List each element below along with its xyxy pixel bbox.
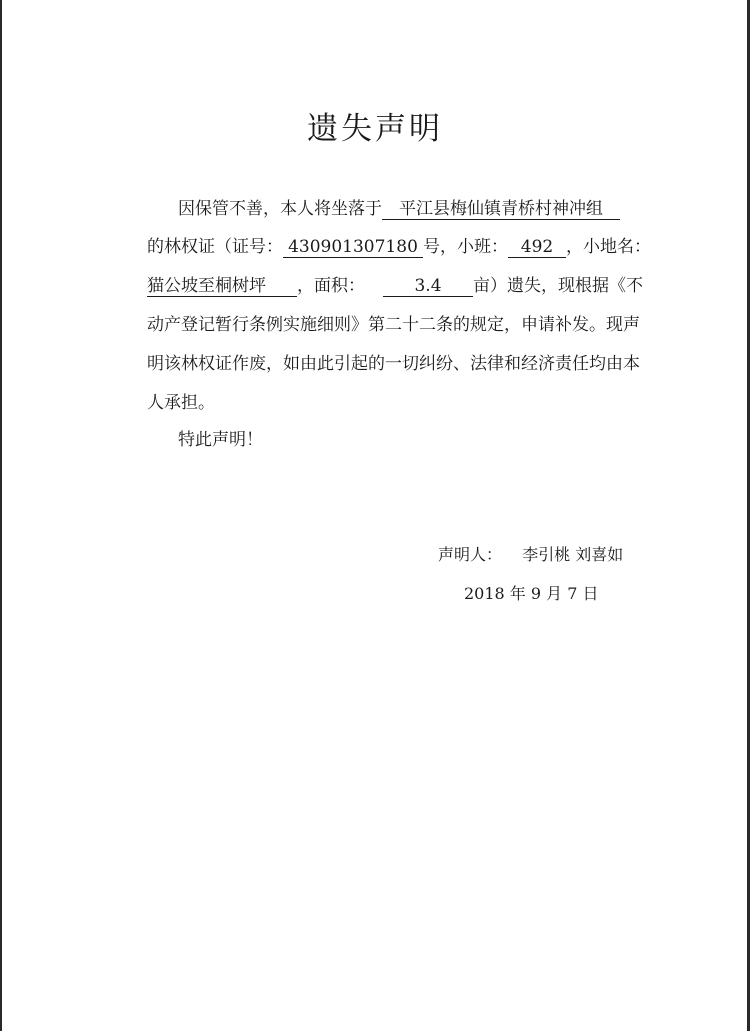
statement-line-2 [147, 236, 651, 258]
line3-suffix: 亩）遗失，现根据《不 [473, 276, 643, 296]
sub-block-field: 492 [508, 237, 566, 258]
declarant-names: 李引桃 刘喜如 [522, 545, 624, 564]
document-title: 遗失声明 [307, 111, 443, 147]
statement-line-5: 明该林权证作废，如由此引起的一切纠纷、法律和经济责任均由本 [147, 354, 640, 374]
place-name-field: 猫公坡至桐树坪 [147, 276, 297, 297]
line3-mid: ，面积： [297, 276, 365, 296]
declaration-date: 2018 年 9 月 7 日 [464, 584, 599, 603]
closing-statement: 特此声明！ [178, 430, 263, 450]
line2-mid: 号，小班： [423, 237, 508, 257]
declarant-block [438, 542, 623, 565]
line2-prefix: 的林权证（证号： [147, 237, 283, 257]
statement-line-4: 动产登记暂行条例实施细则》第二十二条的规定，申请补发。现声 [147, 315, 640, 335]
statement-line-1 [178, 198, 620, 220]
area-field: 3.4 [383, 276, 473, 297]
line1-prefix: 因保管不善，本人将坐落于 [178, 199, 382, 219]
declarant-label: 声明人： [438, 545, 503, 564]
location-field: 平江县梅仙镇青桥村神冲组 [382, 199, 620, 220]
cert-number-field: 430901307180 [283, 237, 423, 258]
statement-line-3 [147, 275, 643, 297]
line2-suffix: ，小地名： [566, 237, 651, 257]
statement-line-6: 人承担。 [147, 393, 215, 413]
